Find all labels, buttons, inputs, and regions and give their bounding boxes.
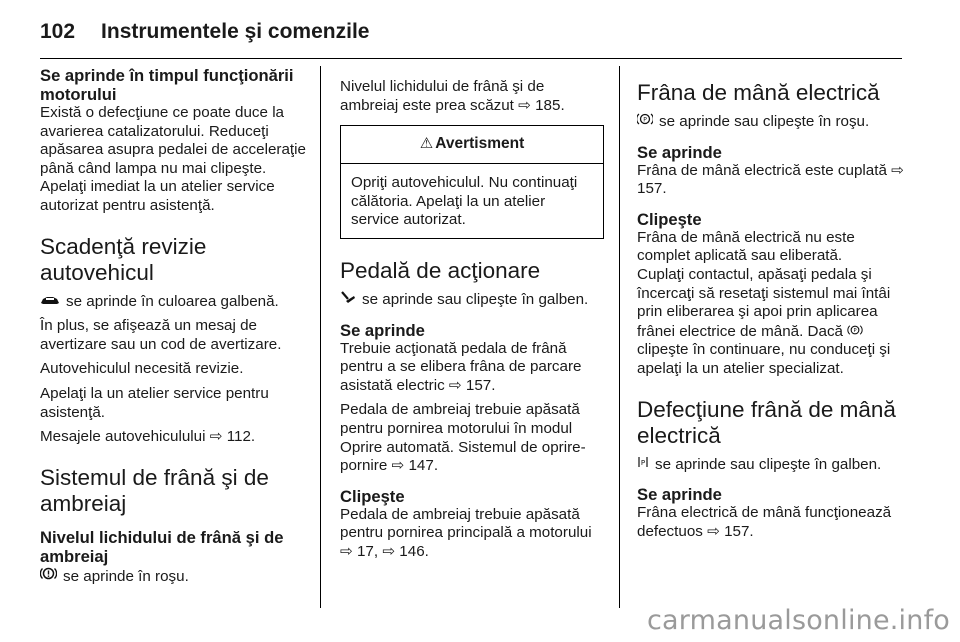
page-ref[interactable]: 185. [535, 96, 565, 114]
page-ref[interactable]: 157. [637, 180, 667, 198]
paragraph-brake-pedal: Trebuie acţionată pedala de frână pentru a se elibera frâna de parcare asistată electric ⇨ 157. [340, 339, 582, 394]
paragraph-epb-reset: Cuplaţi contactul, apăsaţi pedala şi încercaţi să resetaţi sistemul mai întâi prin eliberarea şi apoi prin aplicarea frânei electrice de mână. Dacă P clipeşte în continuare, nu conduceţi şi apelaţi la un atelier specializat. [637, 265, 891, 377]
paragraph-fluid-low: Nivelul lichidului de frână şi de ambreiaj este prea scăzut ⇨ 185. [340, 78, 565, 114]
column-divider-1 [320, 66, 321, 608]
section-heading-pedal: Pedală de acţionare [340, 257, 541, 283]
paragraph-service-lamp: se aprinde în culoarea galbenă. [40, 292, 306, 312]
section-heading-fluid-level: Nivelul lichidului de frână şi de ambreiaj [40, 527, 284, 566]
paragraph-epb-not-applied: Frâna de mână electrică nu este complet aplicată sau eliberată. [637, 228, 855, 265]
paragraph-epb-fault-lamp: P se aprinde sau clipeşte în galben. [637, 455, 905, 475]
warning-box [340, 125, 604, 239]
header-divider [40, 58, 902, 59]
section-heading-epb: Frâna de mână electrică [637, 80, 880, 105]
warning-title: ⚠ Avertisment [341, 126, 603, 164]
page-ref[interactable]: 147. [408, 457, 439, 475]
pedal-icon [340, 290, 356, 309]
section-heading-service: Scadenţă revizie autovehicul [40, 233, 207, 285]
paragraph-epb-lamp: P se aprinde sau clipeşte în roşu. [637, 112, 905, 132]
column-divider-2 [619, 66, 620, 608]
paragraph-pedal-lamp: se aprinde sau clipeşte în galben. [340, 290, 604, 310]
paragraph-call-workshop: Apelaţi la un atelier service pentru asistenţă. [40, 384, 269, 421]
chapter-title: Instrumentele şi comenzile [101, 20, 370, 43]
page-ref-arrow-icon: ⇨ [518, 96, 531, 114]
brake-warning-icon [40, 566, 57, 586]
svg-text:P: P [853, 327, 857, 334]
paragraph-brake-lamp: se aprinde în roşu. [40, 566, 306, 587]
service-car-icon [40, 292, 60, 311]
column-1 [40, 66, 306, 586]
page-number: 102 [40, 20, 76, 43]
page-ref-arrow-icon: ⇨ [707, 522, 720, 540]
svg-text:P: P [640, 458, 646, 467]
paragraph-epb-malfunction: Frâna electrică de mână funcţionează defectuos ⇨ 157. [637, 504, 892, 540]
paragraph-needs-service: Autovehiculul necesită revizie. [40, 360, 244, 378]
page-ref[interactable]: 157. [465, 376, 496, 394]
paragraph-clutch-pedal: Pedala de ambreiaj trebuie apăsată pentru pornirea motorului în modul Oprire automată. Sistemul de oprire-pornire ⇨ 147. [340, 401, 586, 475]
column-3 [637, 66, 905, 541]
page-ref-arrow-icon: ⇨ [448, 376, 462, 394]
page-header [40, 14, 900, 50]
paragraph-clutch-start: Pedala de ambreiaj trebuie apăsată pentru pornirea principală a motorului ⇨ 17, ⇨ 146. [340, 505, 592, 560]
page-ref-arrow-icon: ⇨ [340, 542, 353, 560]
parking-brake-fault-icon [637, 455, 649, 474]
page-ref[interactable]: 17, [356, 542, 379, 560]
page-ref-arrow-icon: ⇨ [382, 542, 396, 560]
svg-text:P: P [643, 116, 647, 124]
column-2 [340, 66, 604, 562]
section-heading-lights-up: Se aprinde [340, 320, 425, 340]
paragraph-vehicle-messages: Mesajele autovehiculului ⇨ 112. [40, 428, 256, 446]
page-ref[interactable]: 112. [226, 428, 256, 446]
warning-triangle-icon: ⚠ [419, 135, 434, 153]
paragraph-warning-message: În plus, se afişează un mesaj de avertizare sau un cod de avertizare. [40, 317, 282, 353]
section-heading-flashes: Clipeşte [340, 486, 405, 506]
section-heading-epb-flashes: Clipeşte [637, 209, 702, 229]
page-ref-arrow-icon: ⇨ [391, 457, 405, 475]
page-ref[interactable]: 157. [724, 522, 754, 540]
section-heading-brake-system: Sistemul de frână şi de ambreiaj [40, 464, 269, 516]
warning-body: Opriţi autovehiculul. Nu continuaţi călătoria. Apelaţi la un atelier service autorizat. [351, 174, 578, 229]
watermark-text: carmanualsonline.info [647, 605, 950, 636]
page-ref[interactable]: 146. [399, 542, 429, 560]
parking-brake-icon [637, 112, 653, 131]
paragraph-catalyst: Există o defecţiune ce poate duce la avarierea catalizatorului. Reduceţi apăsarea asupra pedalei de acceleraţie până când lampa nu mai clipeşte. Apelaţi imediat la un atelier service autorizat pentru asistenţă. [40, 104, 306, 214]
parking-brake-icon [847, 322, 863, 341]
section-heading-epb-on: Se aprinde [637, 142, 722, 162]
section-heading-fault-on: Se aprinde [637, 485, 722, 505]
page-ref-arrow-icon: ⇨ [209, 428, 223, 446]
page-ref-arrow-icon: ⇨ [891, 161, 904, 179]
section-heading-epb-fault: Defecţiune frână de mână electrică [637, 396, 896, 448]
section-heading-motor: Se aprinde în timpul funcţionării motorului [40, 66, 294, 104]
paragraph-epb-engaged: Frâna de mână electrică este cuplată ⇨ 157. [637, 161, 904, 198]
